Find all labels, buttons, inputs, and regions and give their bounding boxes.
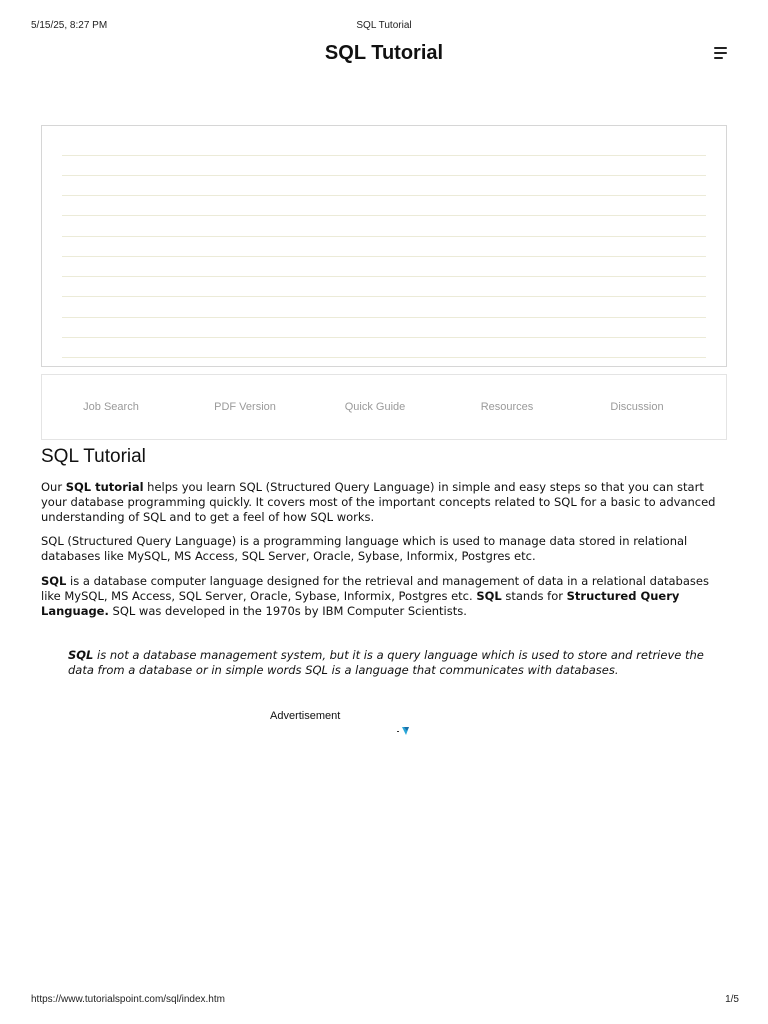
print-header-title: SQL Tutorial: [356, 20, 412, 31]
hamburger-menu-icon[interactable]: [714, 47, 730, 61]
article-heading: SQL Tutorial: [41, 446, 146, 467]
ad-choices-icon[interactable]: [397, 726, 411, 736]
advertisement-label: Advertisement: [270, 710, 341, 722]
intro-paragraph: Our SQL tutorial helps you learn SQL (Structured Query Language) in simple and easy steps so that you can start your database programming quickly. It covers most of the important concepts related to SQL for a basic to advanced understanding of SQL and to get a feel of how SQL works.: [41, 480, 716, 524]
note-quote: SQL is not a database management system, but it is a query language which is used to store and retrieve the data from a database or in simple words SQL is a language that communicates with databases.: [68, 648, 704, 677]
definition-paragraph: SQL (Structured Query Language) is a programming language which is used to manage data stored in relational databases like MySQL, MS Access, SQL Server, Oracle, Sybase, Informix, Postgres etc.: [41, 534, 688, 563]
print-page-number: 1/5: [725, 994, 739, 1005]
secondary-nav: [41, 374, 727, 440]
nav-pdf-version[interactable]: PDF Version: [214, 401, 276, 413]
page-title: SQL Tutorial: [324, 42, 444, 64]
nav-quick-guide[interactable]: Quick Guide: [344, 401, 406, 413]
print-datetime: 5/15/25, 8:27 PM: [31, 20, 108, 31]
nav-discussion[interactable]: Discussion: [610, 401, 664, 413]
nav-job-search[interactable]: Job Search: [83, 401, 139, 413]
nav-resources[interactable]: Resources: [480, 401, 534, 413]
description-paragraph: SQL is a database computer language designed for the retrieval and management of data in a relational databases like MySQL, MS Access, SQL Server, Oracle, Sybase, Informix, Postgres etc. SQL stands for Structured Query Language. SQL was developed in the 1970s by IBM Computer Scientists.: [41, 574, 709, 618]
print-footer-url: https://www.tutorialspoint.com/sql/index.htm: [31, 994, 225, 1005]
ad-banner-frame: [41, 125, 727, 367]
